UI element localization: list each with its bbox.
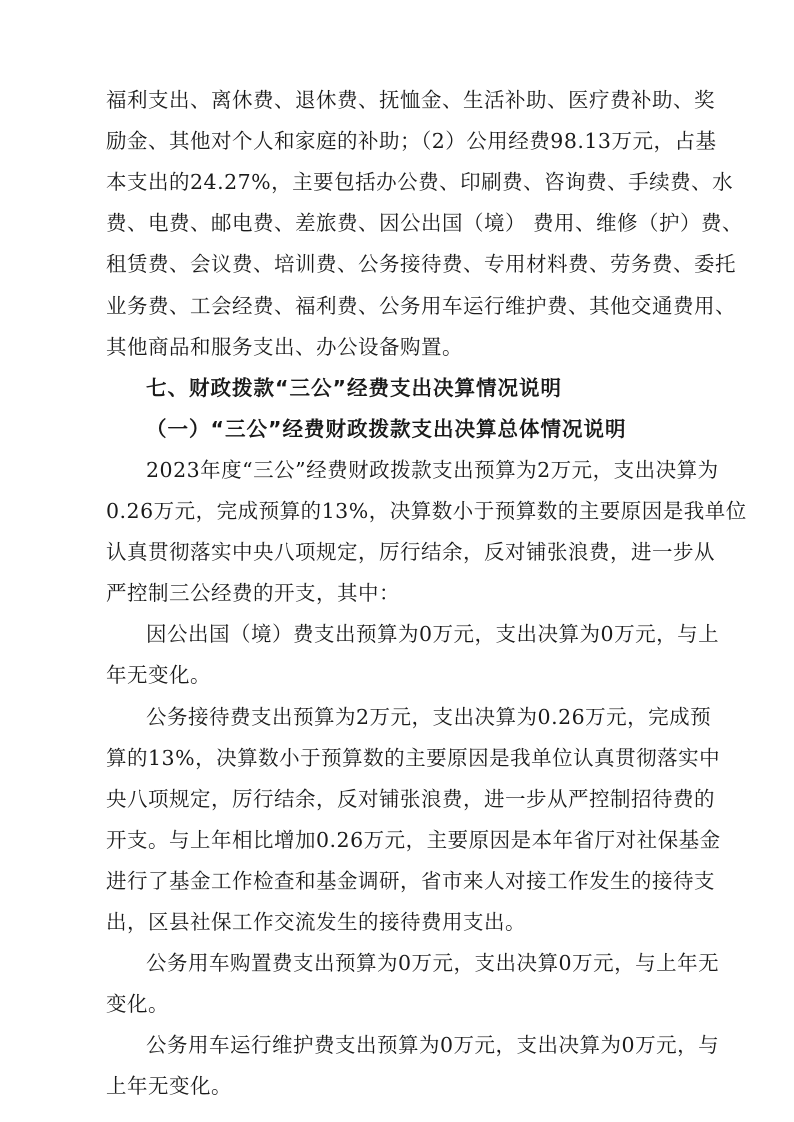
subsection-heading: （一）“三公”经费财政拨款支出决算总体情况说明: [146, 416, 627, 441]
paragraph-line: 福利支出、离休费、退休费、抚恤金、生活补助、医疗费补助、奖: [106, 88, 715, 112]
paragraph-line: 公务用车运行维护费支出预算为0万元，支出决算为0万元，与: [146, 1033, 720, 1058]
paragraph-line: 认真贯彻落实中央八项规定，厉行结余，反对铺张浪费，进一步从: [106, 540, 715, 565]
paragraph-line: 因公出国（境）费支出预算为0万元，支出决算为0万元，与上: [146, 622, 720, 647]
paragraph-line: 0.26万元，完成预算的13%，决算数小于预算数的主要原因是我单位: [106, 499, 747, 523]
paragraph-line: 出，区县社保工作交流发生的接待费用支出。: [106, 910, 526, 934]
paragraph-line: 严控制三公经费的开支，其中：: [106, 581, 400, 606]
paragraph-line: 励金、其他对个人和家庭的补助；（2）公用经费98.13万元，占基: [106, 129, 717, 154]
paragraph-line: 租赁费、会议费、培训费、公务接待费、专用材料费、劳务费、委托: [106, 252, 736, 277]
paragraph-line: 其他商品和服务支出、办公设备购置。: [106, 334, 463, 359]
paragraph-line: 公务用车购置费支出预算为0万元，支出决算0万元，与上年无: [146, 951, 720, 976]
paragraph-line: 业务费、工会经费、福利费、公务用车运行维护费、其他交通费用、: [106, 293, 736, 318]
paragraph-line: 变化。: [106, 992, 169, 1017]
paragraph-line: 开支。与上年相比增加0.26万元，主要原因是本年省厅对社保基金: [106, 827, 721, 852]
paragraph-line: 费、电费、邮电费、差旅费、因公出国（境） 费用、维修（护）费、: [106, 211, 744, 236]
paragraph-line: 本支出的24.27%，主要包括办公费、印刷费、咨询费、手续费、水: [106, 170, 734, 195]
paragraph-line: 年无变化。: [106, 663, 211, 688]
section-heading: 七、财政拨款“三公”经费支出决算情况说明: [146, 375, 562, 400]
paragraph-line: 2023年度“三公”经费财政拨款支出预算为2万元，支出决算为: [146, 457, 719, 482]
paragraph-line: 央八项规定，厉行结余，反对铺张浪费，进一步从严控制招待费的: [106, 786, 715, 811]
paragraph-line: 进行了基金工作检查和基金调研，省市来人对接工作发生的接待支: [106, 868, 715, 893]
paragraph-line: 算的13%，决算数小于预算数的主要原因是我单位认真贯彻落实中: [106, 745, 721, 770]
paragraph-line: 公务接待费支出预算为2万元，支出决算为0.26万元，完成预: [146, 704, 712, 729]
paragraph-line: 上年无变化。: [106, 1074, 232, 1099]
